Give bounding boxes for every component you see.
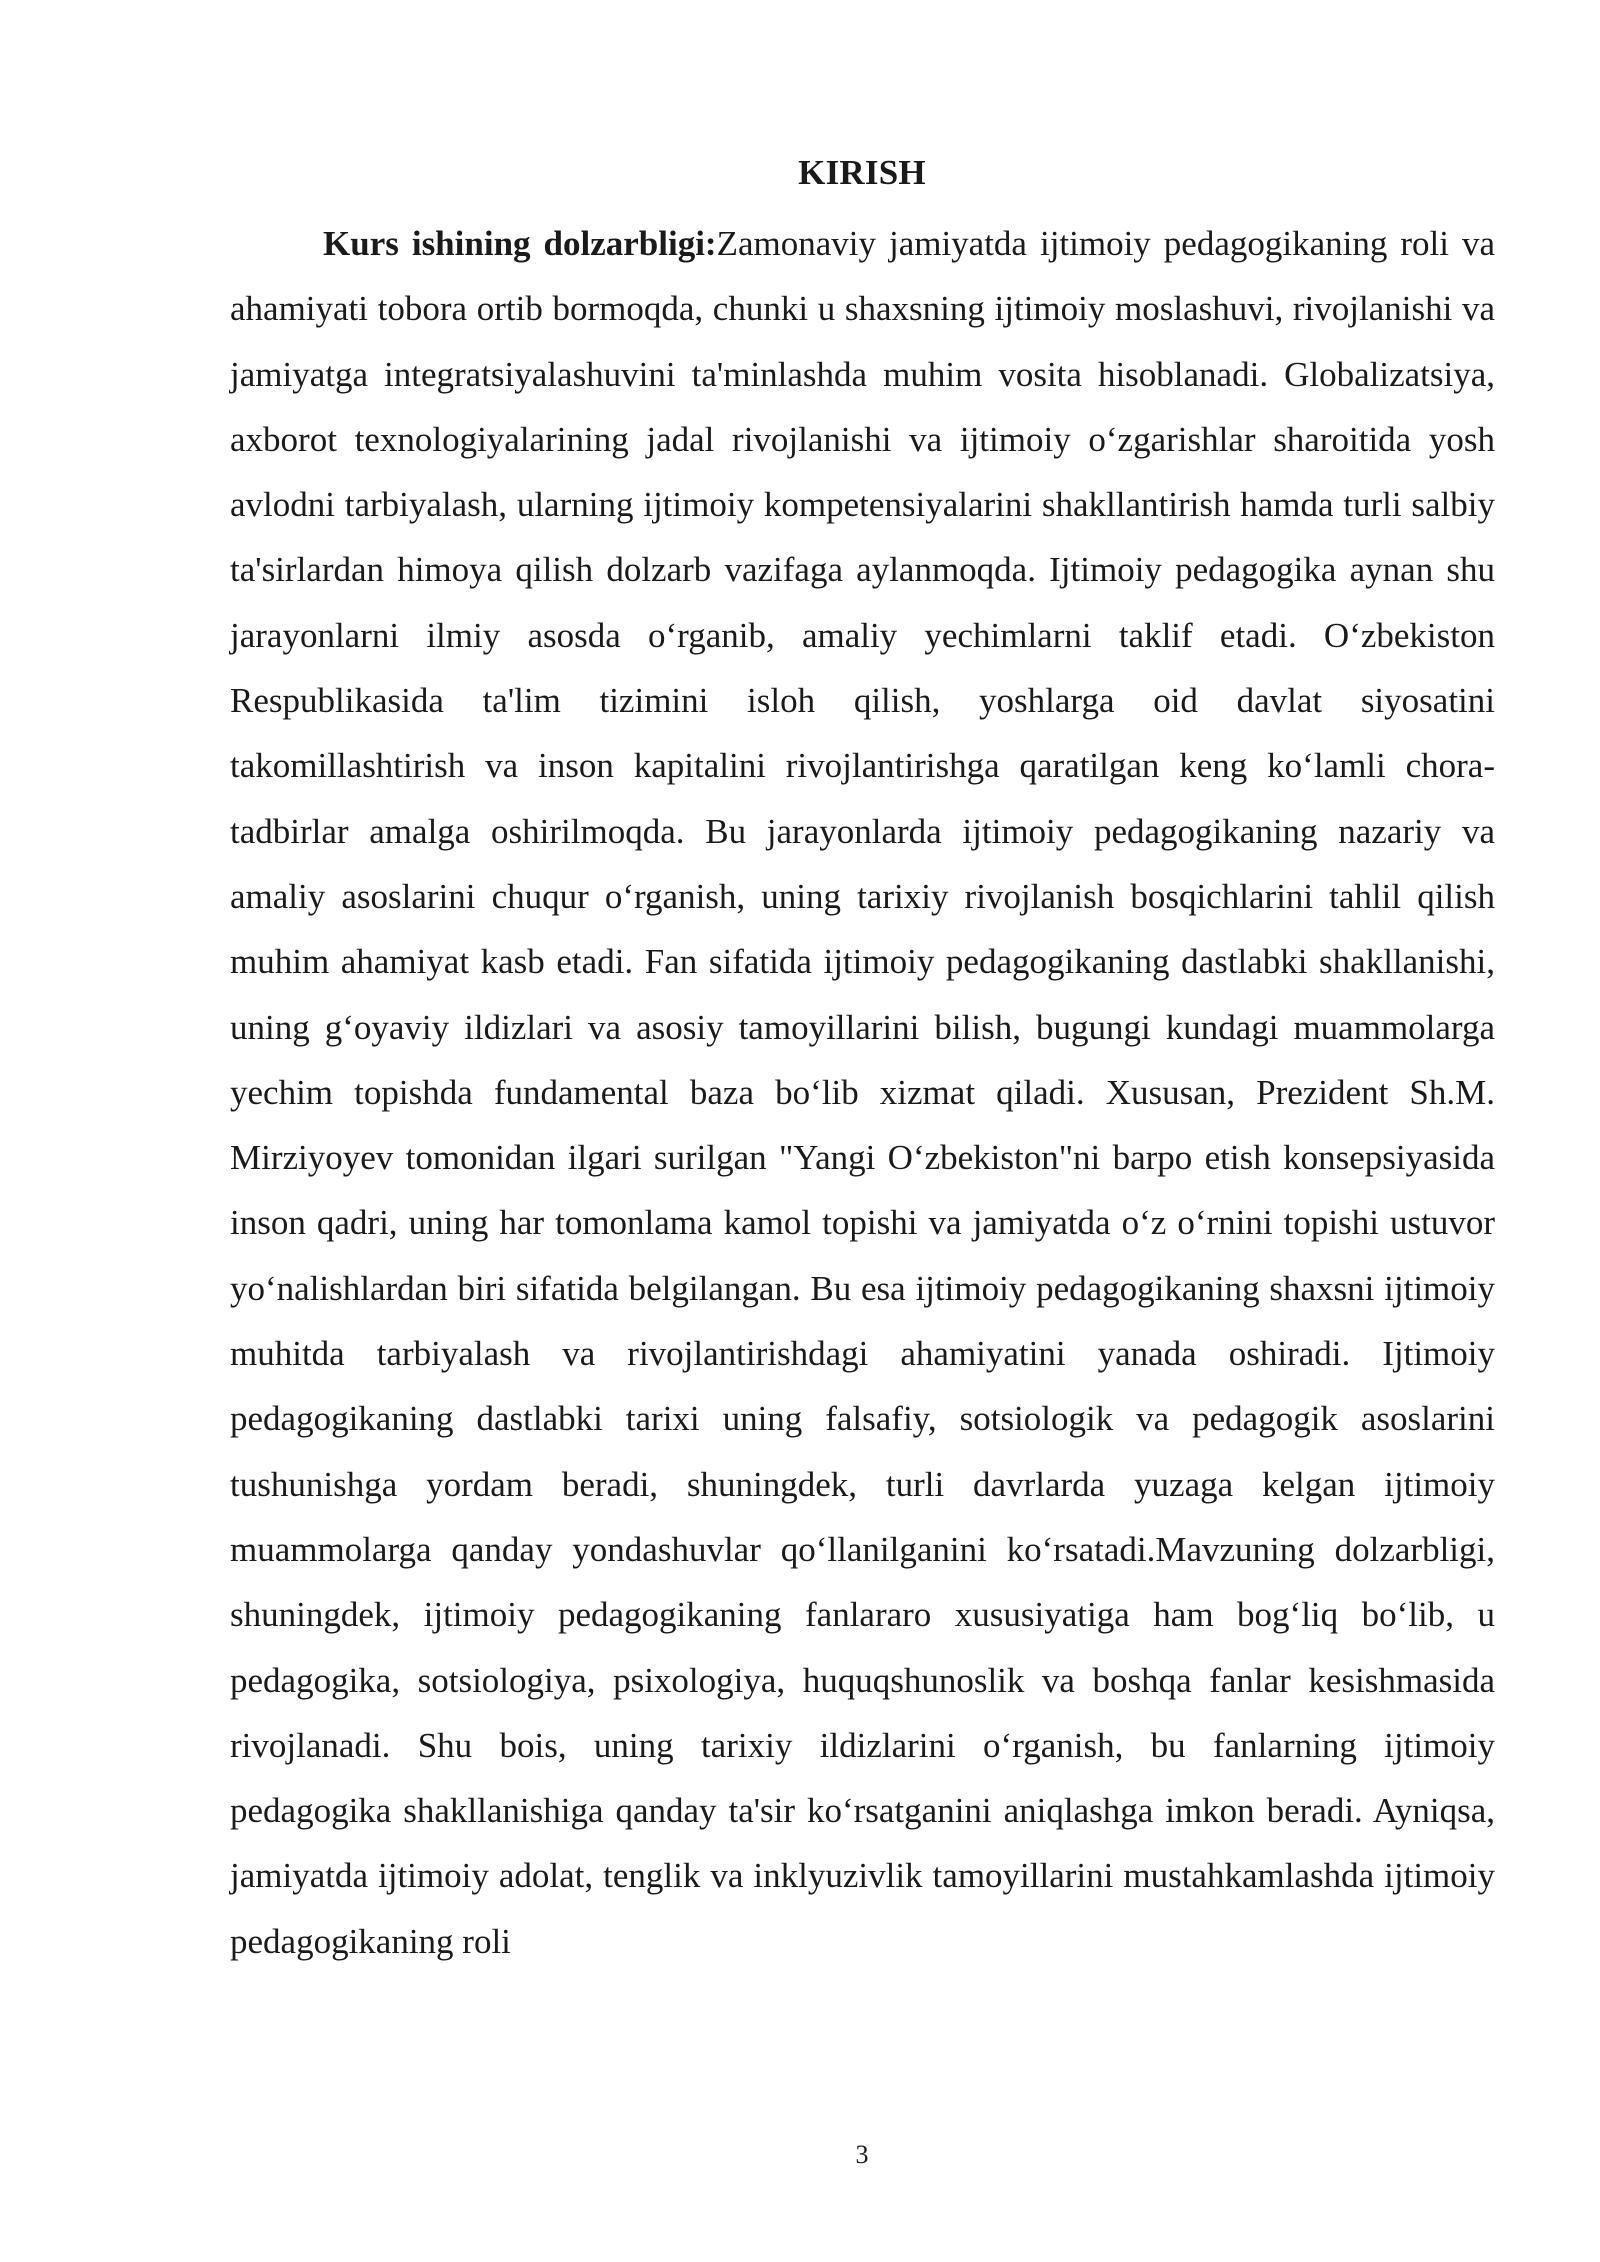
- lead-label: Kurs ishining dolzarbligi:: [323, 224, 717, 263]
- paragraph-text: Zamonaviy jamiyatda ijtimoiy pedagogikaning roli va ahamiyati tobora ortib bormoqda, chunki u shaxsning ijtimoiy moslashuvi, rivojlanishi va jamiyatga integratsiyalashuvini ta'minlashda muhim vosita hisoblanadi. Globalizatsiya, axborot texnologiyalarining jadal rivojlanishi va ijtimoiy oʻzgarishlar sharoitida yosh avlodni tarbiyalash, ularning ijtimoiy kompetensiyalarini shakllantirish hamda turli salbiy ta'sirlardan himoya qilish dolzarb vazifaga aylanmoqda. Ijtimoiy pedagogika aynan shu jarayonlarni ilmiy asosda oʻrganib, amaliy yechimlarni taklif etadi. Oʻzbekiston Respublikasida ta'lim tizimini isloh qilish, yoshlarga oid davlat siyosatini takomillashtirish va inson kapitalini rivojlantirishga qaratilgan keng koʻlamli chora-tadbirlar amalga oshirilmoqda. Bu jarayonlarda ijtimoiy pedagogikaning nazariy va amaliy asoslarini chuqur oʻrganish, uning tarixiy rivojlanish bosqichlarini tahlil qilish muhim ahamiyat kasb etadi. Fan sifatida ijtimoiy pedagogikaning dastlabki shakllanishi, uning gʻoyaviy ildizlari va asosiy tamoyillarini bilish, bugungi kundagi muammolarga yechim topishda fundamental baza boʻlib xizmat qiladi. Xususan, Prezident Sh.M. Mirziyoyev tomonidan ilgari surilgan "Yangi Oʻzbekiston"ni barpo etish konsepsiyasida inson qadri, uning har tomonlama kamol topishi va jamiyatda oʻz oʻrnini topishi ustuvor yoʻnalishlardan biri sifatida belgilangan. Bu esa ijtimoiy pedagogikaning shaxsni ijtimoiy muhitda tarbiyalash va rivojlantirishdagi ahamiyatini yanada oshiradi. Ijtimoiy pedagogikaning dastlabki tarixi uning falsafiy, sotsiologik va pedagogik asoslarini tushunishga yordam beradi, shuningdek, turli davrlarda yuzaga kelgan ijtimoiy muammolarga qanday yondashuvlar qoʻllanilganini koʻrsatadi.Mavzuning dolzarbligi, shuningdek, ijtimoiy pedagogikaning fanlararo xususiyatiga ham bogʻliq boʻlib, u pedagogika, sotsiologiya, psixologiya, huquqshunoslik va boshqa fanlar kesishmasida rivojlanadi. Shu bois, uning tarixiy ildizlarini oʻrganish, bu fanlarning ijtimoiy pedagogika shakllanishiga qanday ta'sir koʻrsatganini aniqlashga imkon beradi. Ayniqsa, jamiyatda ijtimoiy adolat, tenglik va inklyuzivlik tamoyillarini mustahkamlashda ijtimoiy pedagogikaning roli: [230, 224, 1495, 1961]
- body-paragraph: [230, 211, 1495, 1974]
- section-heading: KIRISH: [798, 153, 926, 192]
- page-number: 3: [855, 2140, 869, 2169]
